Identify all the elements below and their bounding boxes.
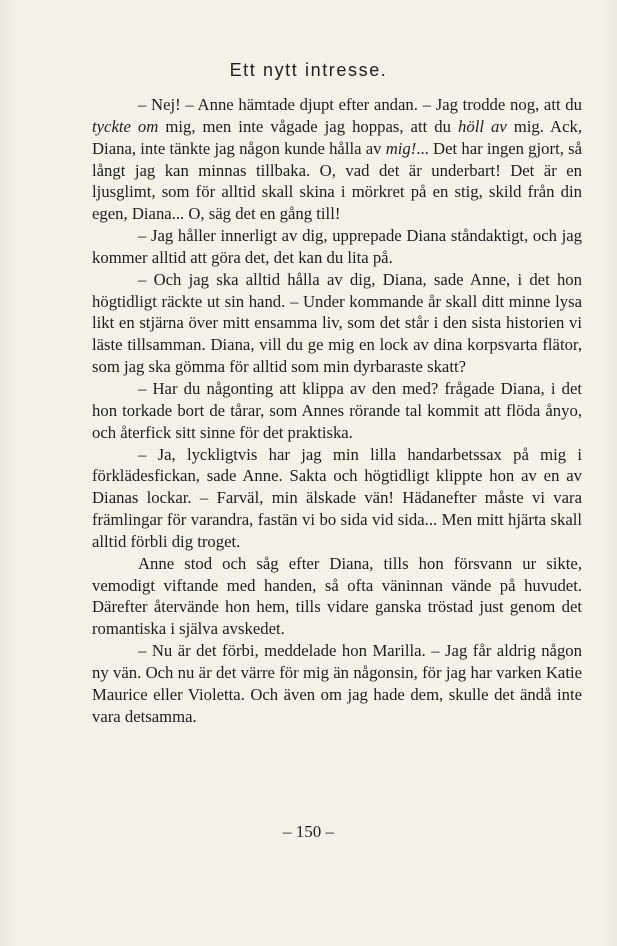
text-run: mig, men inte vågade jag hoppas, att du	[158, 116, 458, 136]
text-run: – Och jag ska alltid hålla av dig, Diana, sade Anne, i det hon högtidligt räckte ut sin hand. – Under kommande år skall ditt minne lysa likt en stjärna över mitt ensamma liv, som det står i den sista historien vi läste tillsamman. Diana, vill du ge mig en lock av dina korpsvarta flätor, som jag ska gömma för alltid som min dyrbaraste skatt?	[92, 269, 582, 377]
text-run: ... Det har ingen gjort, så långt jag kan minnas tillbaka. O, vad det är underbart! Det är en ljusglimt, som för alltid skall skina i mörkret på en stig, skild från din egen, Diana... O, säg det en gång till!	[92, 138, 582, 224]
paragraph	[92, 640, 582, 727]
page-number: – 150 –	[283, 822, 334, 841]
italic-text: mig!	[385, 138, 417, 158]
text-run: – Ja, lyckligtvis har jag min lilla handarbetssax på mig i förklädesfickan, sade Anne. Sakta och högtidligt klippte hon av en av Dianas lockar. – Farväl, min älskade vän! Hädanefter måste vi vara främlingar för varandra, fastän vi bo sida vid sida... Men mitt hjärta skall alltid förbli dig troget.	[92, 444, 582, 551]
text-run: – Nu är det förbi, meddelade hon Marilla. – Jag får aldrig någon ny vän. Och nu är det värre för mig än någonsin, för jag har varken Katie Maurice eller Violetta. Och även om jag hade dem, skulle det ändå inte vara detsamma.	[92, 641, 582, 726]
paragraph	[92, 225, 582, 269]
running-title: Ett nytt intresse.	[229, 60, 388, 80]
text-run: – Jag håller innerligt av dig, upprepade Diana ståndaktigt, och jag kommer alltid att göra det, det kan du lita på.	[92, 226, 582, 267]
text-run: – Nej! – Anne hämtade djupt efter andan. – Jag trodde nog, att du	[138, 95, 582, 114]
paragraph	[92, 269, 582, 378]
body-text	[92, 94, 582, 727]
italic-text: höll av	[458, 116, 507, 136]
paragraph	[92, 444, 582, 553]
italic-text: tyckte om	[92, 116, 159, 136]
text-run: – Har du någonting att klippa av den med? frågade Diana, i det hon torkade bort de tårar, som Annes rörande tal kommit att flöda ånyo, och återfick sitt sinne för det praktiska.	[92, 378, 582, 442]
paragraph	[92, 94, 582, 225]
text-run: Anne stod och såg efter Diana, tills hon försvann ur sikte, vemodigt viftande med handen, så ofta väninnan vände på huvudet. Därefter återvände hon hem, tills vidare ganska tröstad just genom det romantiska i själva avskedet.	[92, 553, 582, 639]
text-run: mig. Ack, Diana, inte tänkte jag någon kunde hålla av	[92, 116, 583, 158]
paragraph	[92, 553, 582, 640]
paragraph	[92, 378, 582, 444]
